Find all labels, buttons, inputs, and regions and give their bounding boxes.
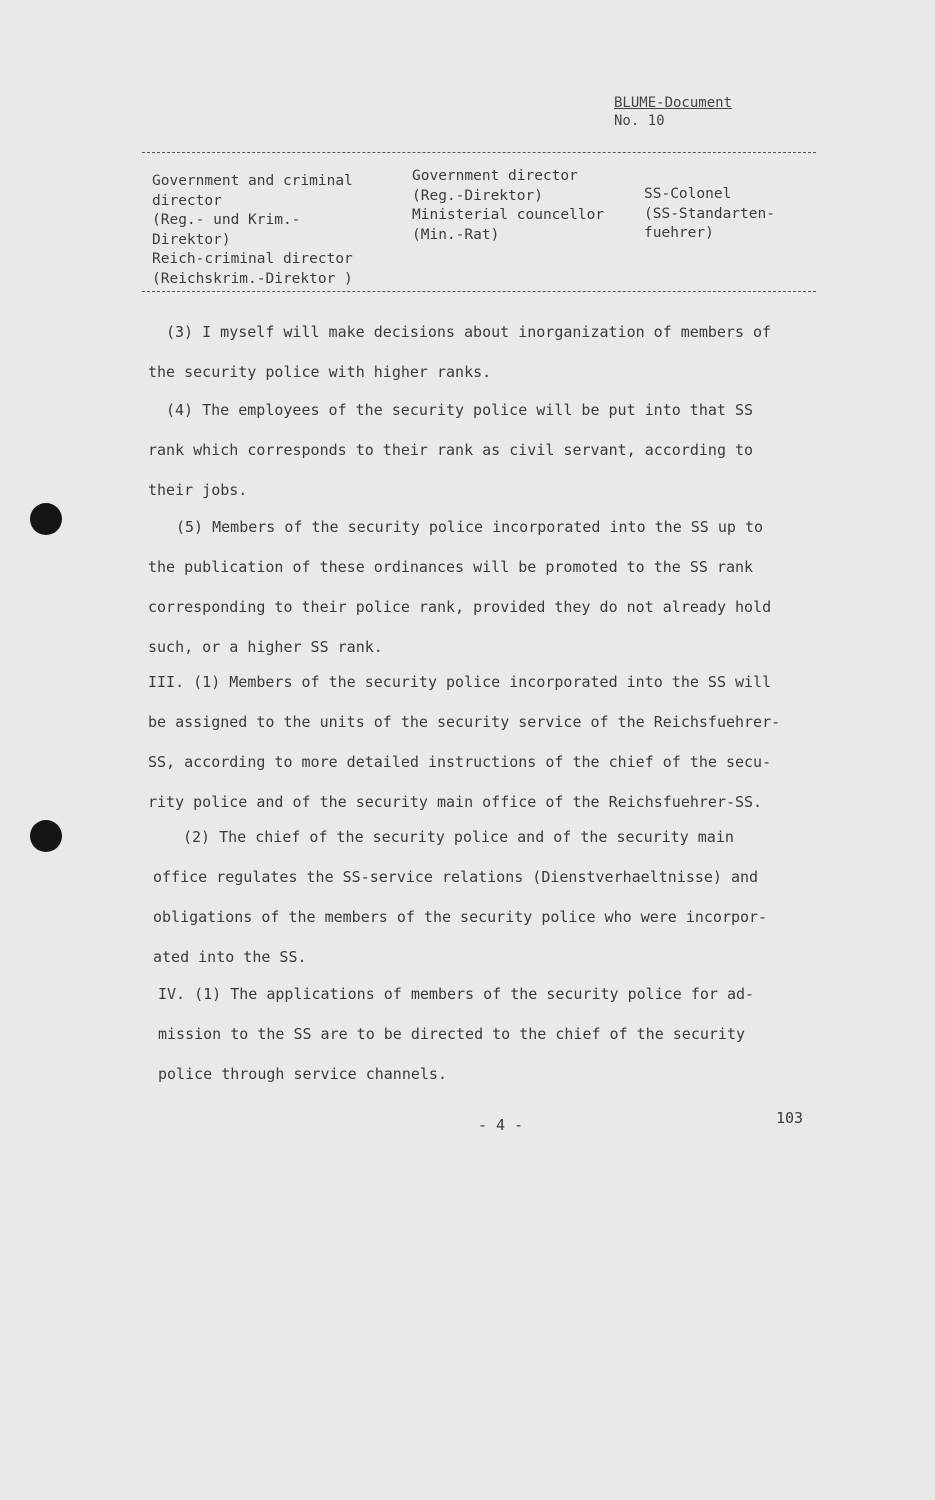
rank-column-government-director [412,167,604,245]
rank-line: Government and criminal [152,173,353,189]
section-IV-paragraph-1 [158,974,754,1094]
text-line: (5) Members of the security police incorporated into the SS up to [176,518,763,536]
text-line: rank which corresponds to their rank as civil servant, according to [148,441,754,459]
table-bottom-rule [142,291,816,292]
text-line: the security police with higher ranks. [148,363,492,381]
punch-hole-icon [30,503,62,535]
punch-hole-icon [30,820,62,852]
text-line: police through service channels. [158,1065,447,1083]
rank-line: (Reg.- und Krim.- [152,212,301,228]
document-header [614,94,732,130]
rank-line: (Reichskrim.-Direktor ) [152,270,353,287]
table-top-rule [142,152,816,153]
text-line: be assigned to the units of the security service of the Reichsfuehrer- [148,713,781,731]
rank-column-ss-colonel [644,185,775,244]
page-number: 103 [776,1109,804,1127]
rank-line: Government director [412,168,578,184]
rank-line: Ministerial councellor [412,207,605,223]
text-line: corresponding to their police rank, provided they do not already hold [148,598,772,616]
rank-line: (Reg.-Direktor) [412,187,543,204]
text-line: their jobs. [148,481,248,499]
text-line: SS, according to more detailed instructions of the chief of the secu- [148,753,772,771]
paragraph-5 [148,507,771,667]
rank-line: director [152,192,222,209]
section-III-paragraph-1 [148,662,780,822]
paragraph-3 [148,312,771,392]
text-line: (4) The employees of the security police will be put into that SS [166,401,753,419]
document-number-label: No. 10 [614,113,665,129]
rank-line: SS-Colonel [644,186,732,202]
rank-line: Direktor) [152,231,231,248]
text-line: obligations of the members of the security police who were incorpor- [153,908,768,926]
document-id-label: BLUME-Document [614,95,733,111]
rank-column-criminal-director [152,172,353,289]
section-III-paragraph-2 [153,817,767,977]
text-line: IV. (1) The applications of members of the security police for ad- [158,985,755,1003]
paragraph-4 [148,390,753,510]
text-line: mission to the SS are to be directed to the chief of the security [158,1025,745,1043]
page-label: - 4 - [478,1116,524,1134]
text-line: the publication of these ordinances will be promoted to the SS rank [148,558,754,576]
text-line: (3) I myself will make decisions about inorganization of members of [166,323,772,341]
text-line: such, or a higher SS rank. [148,638,383,656]
text-line: rity police and of the security main office of the Reichsfuehrer-SS. [148,793,763,811]
rank-line: (Min.-Rat) [412,226,500,243]
rank-line: (SS-Standarten- [644,205,775,222]
rank-line: Reich-criminal director [152,251,353,267]
text-line: ated into the SS. [153,948,307,966]
text-line: office regulates the SS-service relations (Dienstverhaeltnisse) and [153,868,759,886]
text-line: (2) The chief of the security police and of the security main [183,828,734,846]
rank-line: fuehrer) [644,225,714,241]
text-line: III. (1) Members of the security police incorporated into the SS will [148,673,772,691]
